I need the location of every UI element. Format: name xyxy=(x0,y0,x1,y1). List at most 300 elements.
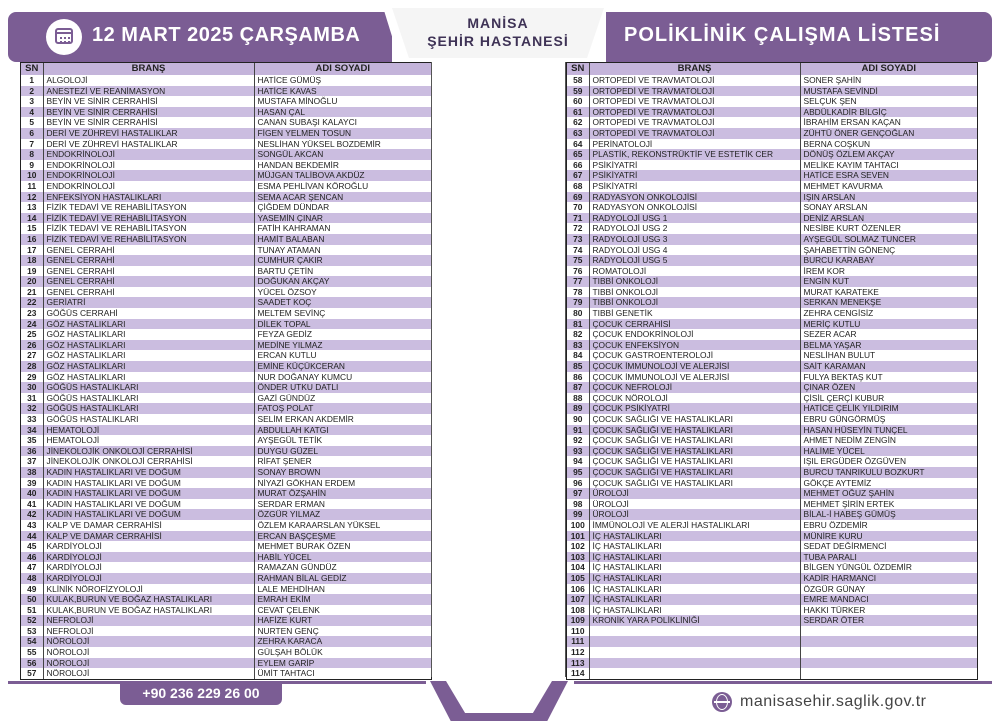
table-row xyxy=(567,509,977,520)
row-doctor-name: MURAT ÖZŞAHİN xyxy=(254,488,431,499)
row-number: 12 xyxy=(27,191,37,202)
row-number: 31 xyxy=(27,392,37,403)
row-number: 47 xyxy=(27,562,37,573)
table-row xyxy=(567,488,977,499)
website-link[interactable]: manisasehir.saglik.gov.tr xyxy=(740,693,927,710)
row-doctor-name xyxy=(800,636,977,647)
row-number: 48 xyxy=(27,572,37,583)
table-row xyxy=(21,170,431,181)
row-branch: KADIN HASTALIKLARI VE DOĞUM xyxy=(43,499,254,510)
row-branch: KULAK,BURUN VE BOĞAZ HASTALIKLARI xyxy=(43,594,254,605)
row-doctor-name: NESLİHAN YÜKSEL BOZDEMİR xyxy=(254,139,431,150)
column-header-branch: BRANŞ xyxy=(43,63,254,75)
row-number: 55 xyxy=(27,647,37,658)
row-branch: ORTOPEDİ VE TRAVMATOLOJİ xyxy=(589,86,800,97)
row-number: 82 xyxy=(573,329,583,340)
table-row xyxy=(567,255,977,266)
row-branch: İÇ HASTALIKLARI xyxy=(589,531,800,542)
table-row xyxy=(21,467,431,478)
table-row xyxy=(567,276,977,287)
row-doctor-name: SAİT KARAMAN xyxy=(800,361,977,372)
row-number: 100 xyxy=(570,519,585,530)
table-row xyxy=(567,467,977,478)
row-doctor-name: FİGEN YELMEN TOSUN xyxy=(254,128,431,139)
row-branch: ENDOKRİNOLOJİ xyxy=(43,170,254,181)
row-branch: RADYOLOJİ USG 3 xyxy=(589,234,800,245)
row-doctor-name: ÇİĞDEM DÜNDAR xyxy=(254,202,431,213)
table-row xyxy=(21,541,431,552)
row-doctor-name: NUR DOĞANAY KUMCU xyxy=(254,372,431,383)
table-row xyxy=(21,149,431,160)
row-branch: TIBBİ ONKOLOJİ xyxy=(589,297,800,308)
row-number: 46 xyxy=(27,551,37,562)
row-number: 33 xyxy=(27,414,37,424)
table-row xyxy=(567,403,977,414)
row-doctor-name: ÇİSİL ÇERÇİ KUBUR xyxy=(800,393,977,404)
row-branch: RADYASYON ONKOLOJİSİ xyxy=(589,192,800,203)
row-number: 23 xyxy=(27,308,37,319)
row-number: 34 xyxy=(27,424,37,435)
table-row xyxy=(567,382,977,393)
table-row xyxy=(567,446,977,457)
row-branch: RADYASYON ONKOLOJİSİ xyxy=(589,202,800,213)
row-doctor-name: ABDÜLKADİR BİLGİÇ xyxy=(800,107,977,118)
schedule-rows-right xyxy=(567,75,977,679)
row-doctor-name: MÜJGAN TALİBOVA AKDÜZ xyxy=(254,170,431,181)
row-branch: ÜROLOJİ xyxy=(589,499,800,510)
table-row xyxy=(21,276,431,287)
table-row xyxy=(567,308,977,319)
table-row xyxy=(567,181,977,192)
table-row xyxy=(21,435,431,446)
row-number: 26 xyxy=(27,339,37,350)
row-number: 89 xyxy=(573,403,583,414)
row-branch: FİZİK TEDAVİ VE REHABİLİTASYON xyxy=(43,202,254,213)
row-doctor-name: AYŞEGÜL TETİK xyxy=(254,435,431,446)
table-row xyxy=(567,636,977,647)
row-doctor-name: DÖNÜŞ ÖZLEM AKÇAY xyxy=(800,149,977,160)
row-branch: GERİATRİ xyxy=(43,297,254,308)
row-branch: PSİKİYATRİ xyxy=(589,170,800,181)
row-number: 20 xyxy=(27,276,37,287)
row-doctor-name: AHMET NEDİM ZENGİN xyxy=(800,435,977,446)
row-doctor-name: GÖKÇE AYTEMİZ xyxy=(800,478,977,489)
row-doctor-name: HAFİZE KURT xyxy=(254,615,431,626)
row-doctor-name: HATİCE ESRA SEVEN xyxy=(800,170,977,181)
table-row xyxy=(21,626,431,637)
row-doctor-name: RİFAT ŞENER xyxy=(254,456,431,467)
hospital-name-line2: ŞEHİR HASTANESİ xyxy=(427,33,569,49)
table-row xyxy=(21,414,431,425)
row-branch: KARDİYOLOJİ xyxy=(43,573,254,584)
row-doctor-name: IŞIN ARSLAN xyxy=(800,192,977,203)
row-number: 95 xyxy=(573,466,583,477)
table-row xyxy=(567,149,977,160)
table-row xyxy=(21,192,431,203)
row-number: 80 xyxy=(573,308,583,319)
row-number: 94 xyxy=(573,456,583,467)
row-number: 35 xyxy=(27,435,37,446)
row-branch: ÇOCUK ENFEKSİYON xyxy=(589,340,800,351)
table-row xyxy=(21,297,431,308)
row-branch: ÇOCUK SAĞLIĞI VE HASTALIKLARI xyxy=(589,467,800,478)
table-row xyxy=(567,361,977,372)
row-doctor-name: SERDAR ERMAN xyxy=(254,499,431,510)
row-number: 98 xyxy=(573,498,583,509)
row-branch: ÇOCUK İMMUNOLOJİ VE ALERJİSİ xyxy=(589,372,800,383)
table-row xyxy=(567,456,977,467)
row-doctor-name: EBRU ÖZDEMİR xyxy=(800,520,977,531)
row-doctor-name: SAADET KOÇ xyxy=(254,297,431,308)
table-row xyxy=(567,128,977,139)
row-number: 28 xyxy=(27,361,37,372)
table-row xyxy=(567,615,977,626)
row-branch: ANESTEZİ VE REANİMASYON xyxy=(43,86,254,97)
row-doctor-name: SELİM ERKAN AKDEMİR xyxy=(254,414,431,425)
row-doctor-name: SERKAN MENEKŞE xyxy=(800,297,977,308)
row-branch: NEFROLOJİ xyxy=(43,626,254,637)
table-row xyxy=(21,668,431,679)
table-row xyxy=(567,435,977,446)
row-doctor-name: HALİME YÜCEL xyxy=(800,446,977,457)
row-branch: İÇ HASTALIKLARI xyxy=(589,605,800,616)
row-branch: ÇOCUK SAĞLIĞI VE HASTALIKLARI xyxy=(589,435,800,446)
table-row xyxy=(567,478,977,489)
row-branch: ENDOKRİNOLOJİ xyxy=(43,181,254,192)
row-number: 79 xyxy=(573,297,583,308)
row-number: 92 xyxy=(573,435,583,446)
row-doctor-name: ÇINAR ÖZEN xyxy=(800,382,977,393)
hospital-name xyxy=(392,14,604,50)
row-number: 109 xyxy=(570,615,585,626)
row-doctor-name: BURCU KARABAY xyxy=(800,255,977,266)
row-doctor-name: LALE MEHDİHAN xyxy=(254,584,431,595)
row-branch: GÖĞÜS HASTALIKLARI xyxy=(43,403,254,414)
row-branch: GÖĞÜS HASTALIKLARI xyxy=(43,414,254,425)
row-doctor-name: IŞIL ERGÜDER ÖZGÜVEN xyxy=(800,456,977,467)
table-row xyxy=(567,319,977,330)
row-doctor-name: HAKKI TÜRKER xyxy=(800,605,977,616)
row-number: 39 xyxy=(27,477,37,488)
row-doctor-name: SEZER ACAR xyxy=(800,329,977,340)
row-branch: KLİNİK NÖROFİZYOLOJİ xyxy=(43,584,254,595)
table-row xyxy=(567,160,977,171)
row-doctor-name: SERDAR ÖTER xyxy=(800,615,977,626)
row-number: 114 xyxy=(570,668,585,679)
table-row xyxy=(567,573,977,584)
row-branch: NÖROLOJİ xyxy=(43,647,254,658)
table-row xyxy=(567,223,977,234)
row-branch: TIBBİ ONKOLOJİ xyxy=(589,276,800,287)
row-branch: RADYOLOJİ USG 2 xyxy=(589,223,800,234)
table-header-row xyxy=(21,63,431,75)
row-number: 7 xyxy=(29,138,35,149)
row-doctor-name: ERCAN KUTLU xyxy=(254,350,431,361)
row-branch: İÇ HASTALIKLARI xyxy=(589,562,800,573)
row-doctor-name: GAZİ GÜNDÜZ xyxy=(254,393,431,404)
row-branch: KRONİK YARA POLİKLİNİĞİ xyxy=(589,615,800,626)
row-branch: NÖROLOJİ xyxy=(43,668,254,679)
row-doctor-name: SONGÜL AKCAN xyxy=(254,149,431,160)
row-doctor-name: MUSTAFA SEVİNDİ xyxy=(800,86,977,97)
row-branch: ÇOCUK SAĞLIĞI VE HASTALIKLARI xyxy=(589,446,800,457)
table-row xyxy=(21,382,431,393)
row-branch: PERİNATOLOJİ xyxy=(589,139,800,150)
row-doctor-name: ÖNDER UTKU DATLI xyxy=(254,382,431,393)
row-number: 85 xyxy=(573,361,583,372)
row-branch: ÜROLOJİ xyxy=(589,488,800,499)
row-branch: GÖĞÜS HASTALIKLARI xyxy=(43,382,254,393)
row-branch: ORTOPEDİ VE TRAVMATOLOJİ xyxy=(589,117,800,128)
table-row xyxy=(21,340,431,351)
date-banner xyxy=(8,12,392,62)
row-branch: ENDOKRİNOLOJİ xyxy=(43,149,254,160)
row-number: 16 xyxy=(27,233,37,244)
row-doctor-name: ÜMİT TAHTACI xyxy=(254,668,431,679)
row-doctor-name: SONAY BROWN xyxy=(254,467,431,478)
table-row xyxy=(21,478,431,489)
row-number: 15 xyxy=(27,223,37,234)
row-branch: HEMATOLOJİ xyxy=(43,435,254,446)
row-number: 88 xyxy=(573,392,583,403)
table-row xyxy=(567,117,977,128)
phone-number: +90 236 229 26 00 xyxy=(142,685,260,701)
row-number: 113 xyxy=(570,657,585,668)
table-row xyxy=(567,584,977,595)
row-number: 70 xyxy=(573,202,583,213)
row-branch: KADIN HASTALIKLARI VE DOĞUM xyxy=(43,478,254,489)
table-row xyxy=(21,234,431,245)
row-number: 91 xyxy=(573,424,583,435)
schedule-rows-left xyxy=(21,75,431,679)
table-row xyxy=(21,488,431,499)
row-branch: GENEL CERRAHİ xyxy=(43,245,254,256)
row-branch: KADIN HASTALIKLARI VE DOĞUM xyxy=(43,467,254,478)
row-branch: BEYİN VE SİNİR CERRAHİSİ xyxy=(43,117,254,128)
table-row xyxy=(21,223,431,234)
row-branch: ÇOCUK SAĞLIĞI VE HASTALIKLARI xyxy=(589,425,800,436)
row-number: 22 xyxy=(27,297,37,308)
row-number: 2 xyxy=(29,85,35,96)
row-doctor-name: ABDULLAH KATGI xyxy=(254,425,431,436)
table-row xyxy=(567,372,977,383)
row-branch: GÖZ HASTALIKLARI xyxy=(43,340,254,351)
row-number: 60 xyxy=(573,96,583,107)
table-row xyxy=(567,170,977,181)
row-number: 106 xyxy=(570,583,585,594)
row-branch: GENEL CERRAHİ xyxy=(43,255,254,266)
row-doctor-name: TUBA PARALI xyxy=(800,552,977,563)
row-number: 49 xyxy=(27,583,37,594)
row-branch: GÖZ HASTALIKLARI xyxy=(43,361,254,372)
row-number: 24 xyxy=(27,318,37,329)
row-doctor-name: HATİCE GÜMÜŞ xyxy=(254,75,431,86)
table-row xyxy=(21,573,431,584)
table-row xyxy=(567,658,977,669)
row-number: 51 xyxy=(27,604,37,615)
row-doctor-name: KADİR HARMANCI xyxy=(800,573,977,584)
row-doctor-name: GÜLŞAH BÖLÜK xyxy=(254,647,431,658)
row-branch: İÇ HASTALIKLARI xyxy=(589,552,800,563)
row-branch: GÖZ HASTALIKLARI xyxy=(43,350,254,361)
phone-banner xyxy=(120,683,282,705)
table-row xyxy=(21,202,431,213)
row-branch: KADIN HASTALIKLARI VE DOĞUM xyxy=(43,488,254,499)
row-branch: ÇOCUK İMMUNOLOJİ VE ALERJİSİ xyxy=(589,361,800,372)
row-doctor-name: SONAY ARSLAN xyxy=(800,202,977,213)
row-doctor-name: RAHMAN BİLAL GEDİZ xyxy=(254,573,431,584)
row-branch: ÇOCUK SAĞLIĞI VE HASTALIKLARI xyxy=(589,414,800,425)
row-doctor-name: TUNAY ATAMAN xyxy=(254,245,431,256)
row-doctor-name: SEMA ACAR ŞENCAN xyxy=(254,192,431,203)
row-doctor-name: DİLEK TOPAL xyxy=(254,319,431,330)
row-branch: NÖROLOJİ xyxy=(43,658,254,669)
table-row xyxy=(567,520,977,531)
row-branch: FİZİK TEDAVİ VE REHABİLİTASYON xyxy=(43,223,254,234)
row-branch: PSİKİYATRİ xyxy=(589,160,800,171)
row-branch: ÇOCUK GASTROENTEROLOJİ xyxy=(589,350,800,361)
row-number: 104 xyxy=(570,562,585,573)
row-number: 76 xyxy=(573,265,583,276)
row-branch: KALP VE DAMAR CERRAHİSİ xyxy=(43,520,254,531)
row-doctor-name: SELÇUK ŞEN xyxy=(800,96,977,107)
schedule-table-right xyxy=(566,62,978,680)
row-branch: ÇOCUK SAĞLIĞI VE HASTALIKLARI xyxy=(589,478,800,489)
row-branch xyxy=(589,658,800,669)
row-number: 71 xyxy=(573,212,583,223)
table-row xyxy=(21,403,431,414)
table-row xyxy=(21,128,431,139)
table-row xyxy=(567,605,977,616)
row-number: 107 xyxy=(570,594,585,605)
row-number: 75 xyxy=(573,255,583,266)
row-number: 73 xyxy=(573,233,583,244)
row-branch: İÇ HASTALIKLARI xyxy=(589,573,800,584)
table-row xyxy=(567,393,977,404)
row-branch: ORTOPEDİ VE TRAVMATOLOJİ xyxy=(589,128,800,139)
row-number: 25 xyxy=(27,329,37,340)
row-doctor-name: YÜCEL ÖZSOY xyxy=(254,287,431,298)
row-branch: İMMÜNOLOJİ VE ALERJİ HASTALIKLARI xyxy=(589,520,800,531)
table-row xyxy=(567,668,977,679)
row-number: 86 xyxy=(573,371,583,382)
row-number: 63 xyxy=(573,127,583,138)
row-doctor-name: CANAN SUBAŞI KALAYCI xyxy=(254,117,431,128)
row-number: 36 xyxy=(27,445,37,456)
calendar-icon-badge xyxy=(46,19,82,55)
row-doctor-name: ÖZGÜR GÜNAY xyxy=(800,584,977,595)
table-row xyxy=(567,75,977,86)
row-number: 110 xyxy=(570,625,585,636)
row-doctor-name: MELTEM SEVİNÇ xyxy=(254,308,431,319)
table-row xyxy=(21,615,431,626)
row-branch: GÖZ HASTALIKLARI xyxy=(43,319,254,330)
row-branch: KULAK,BURUN VE BOĞAZ HASTALIKLARI xyxy=(43,605,254,616)
row-number: 9 xyxy=(29,159,35,170)
table-row xyxy=(21,499,431,510)
table-row xyxy=(21,160,431,171)
row-number: 61 xyxy=(573,106,583,117)
row-number: 102 xyxy=(570,541,585,552)
row-doctor-name xyxy=(800,658,977,669)
row-branch xyxy=(589,668,800,679)
row-doctor-name: ERCAN BAŞÇEŞME xyxy=(254,531,431,542)
table-row xyxy=(567,340,977,351)
table-row xyxy=(567,107,977,118)
table-row xyxy=(21,594,431,605)
table-row xyxy=(21,361,431,372)
table-row xyxy=(21,425,431,436)
row-branch: RADYOLOJİ USG 1 xyxy=(589,213,800,224)
table-row xyxy=(567,234,977,245)
row-number: 68 xyxy=(573,180,583,191)
table-row xyxy=(21,308,431,319)
table-row xyxy=(21,287,431,298)
row-number: 37 xyxy=(27,456,37,467)
row-number: 53 xyxy=(27,625,37,636)
row-number: 21 xyxy=(27,286,37,297)
row-doctor-name: HANDAN BEKDEMİR xyxy=(254,160,431,171)
table-row xyxy=(21,350,431,361)
row-doctor-name: MEHMET OĞUZ ŞAHİN xyxy=(800,488,977,499)
row-branch: ÇOCUK SAĞLIĞI VE HASTALIKLARI xyxy=(589,456,800,467)
table-row xyxy=(567,202,977,213)
row-number: 77 xyxy=(573,276,583,287)
row-doctor-name: ZÜHTÜ ÖNER GENÇOĞLAN xyxy=(800,128,977,139)
row-doctor-name xyxy=(800,668,977,679)
table-row xyxy=(567,266,977,277)
schedule-table-left xyxy=(20,62,432,680)
column-header-name: ADI SOYADI xyxy=(800,63,977,75)
row-doctor-name: İREM KOR xyxy=(800,266,977,277)
row-doctor-name: FEYZA GEDİZ xyxy=(254,329,431,340)
row-number: 43 xyxy=(27,519,37,530)
table-row xyxy=(21,86,431,97)
row-branch: GÖZ HASTALIKLARI xyxy=(43,329,254,340)
table-row xyxy=(567,287,977,298)
row-branch: JİNEKOLOJİK ONKOLOJİ CERRAHİSİ xyxy=(43,456,254,467)
row-number: 65 xyxy=(573,149,583,160)
row-doctor-name: MEHMET BURAK ÖZEN xyxy=(254,541,431,552)
footer-bar-right xyxy=(574,681,992,684)
table-row xyxy=(21,75,431,86)
row-number: 59 xyxy=(573,85,583,96)
row-branch: KADIN HASTALIKLARI VE DOĞUM xyxy=(43,509,254,520)
row-doctor-name: NİYAZİ GÖKHAN ERDEM xyxy=(254,478,431,489)
row-number: 78 xyxy=(573,286,583,297)
row-branch: ÜROLOJİ xyxy=(589,509,800,520)
row-branch: PSİKİYATRİ xyxy=(589,181,800,192)
row-doctor-name: HASAN ÇAL xyxy=(254,107,431,118)
row-branch: GÖĞÜS CERRAHİ xyxy=(43,308,254,319)
row-branch: FİZİK TEDAVİ VE REHABİLİTASYON xyxy=(43,234,254,245)
calendar-icon xyxy=(55,28,73,44)
table-row xyxy=(567,350,977,361)
row-number: 58 xyxy=(573,75,583,85)
row-branch: ENDOKRİNOLOJİ xyxy=(43,160,254,171)
row-branch: NÖROLOJİ xyxy=(43,636,254,647)
row-number: 83 xyxy=(573,339,583,350)
table-row xyxy=(21,107,431,118)
row-branch: İÇ HASTALIKLARI xyxy=(589,584,800,595)
row-doctor-name: NESİBE KURT ÖZENLER xyxy=(800,223,977,234)
table-row xyxy=(21,552,431,563)
row-doctor-name: BİLGEN YÜNGÜL ÖZDEMİR xyxy=(800,562,977,573)
row-number: 74 xyxy=(573,244,583,255)
row-number: 66 xyxy=(573,159,583,170)
row-doctor-name: HATİCE ÇELİK YILDIRIM xyxy=(800,403,977,414)
row-doctor-name: RAMAZAN GÜNDÜZ xyxy=(254,562,431,573)
